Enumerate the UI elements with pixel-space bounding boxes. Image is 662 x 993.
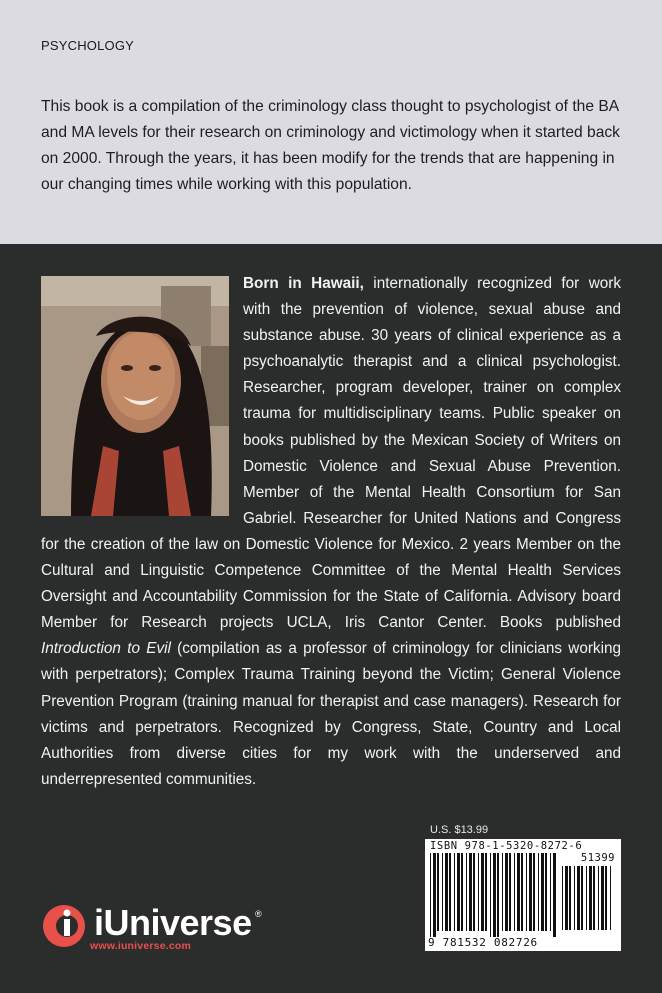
supplement-bars <box>562 866 614 936</box>
bio-lead: Born in Hawaii, <box>243 275 364 292</box>
barcode <box>425 839 621 951</box>
price-label: U.S. $13.99 <box>430 824 489 836</box>
ean-bars <box>430 853 558 937</box>
bio-book-title: Introduction to Evil <box>41 640 171 658</box>
top-panel <box>0 0 662 244</box>
book-description: This book is a compilation of the criminology class thought to psychologist of the BA and MA levels for their research on criminology and victimology when it started back on 2000. Through the years, it has been modify for the trends that are happening in our changing times while working with this population. <box>41 98 620 193</box>
author-bio <box>41 271 621 793</box>
isbn-label: ISBN 978-1-5320-8272-6 <box>430 840 583 852</box>
publisher-name: iUniverse <box>94 902 252 943</box>
category-label: PSYCHOLOGY <box>41 38 135 53</box>
bio-part-1: internationally recognized for work with the prevention of violence, sexual abuse and substance abuse. 30 years of clinical experience as a psychoanalytic therapist and a clinical psychologist. Researcher, program developer, trainer on complex trauma for multidisciplinary teams. Public speaker on books published by the Mexican Society of Writers on Domestic Violence and Sexual Abuse Prevention. Member of the Mental Health Consortium for San Gabriel. Researcher for United Nations and Congress for the creation of the law on Domestic Violence for Mexico. 2 years Member on the Cultural and Linguistic Competence Committee of the Mental Health Services Oversight and Accountability Commission for the State of California. Advisory board Member for Research projects UCLA, Iris Cantor Center. Books published <box>41 275 621 632</box>
publisher-url: www.iuniverse.com <box>90 940 192 952</box>
barcode-number: 9 781532 082726 <box>428 936 538 949</box>
registered-mark: ® <box>255 909 262 919</box>
iuniverse-swirl-icon <box>40 901 92 949</box>
bio-part-2: (compilation as a professor of criminology for clinicians working with perpetrators); Complex Trauma Training beyond the Victim; General Violence Prevention Program (training manual for therapist and case managers). Research for victims and perpetrators. Recognized by Congress, State, Country and Local Authorities from diverse cities for my work with the underserved and underrepresented communities. <box>41 640 621 788</box>
photo-spacer <box>41 271 243 517</box>
price-code: 51399 <box>580 852 615 864</box>
publisher-logo <box>40 901 270 953</box>
